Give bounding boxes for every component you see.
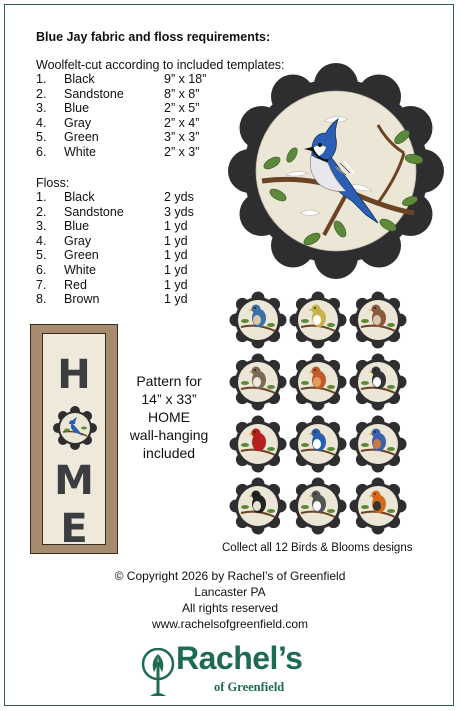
home-wall-hanging-image — [30, 324, 118, 554]
bird-design-icon — [229, 353, 287, 411]
list-item: 8. Brown 1 yd — [36, 292, 188, 307]
blue-jay-o-icon — [53, 406, 97, 450]
logo-subtitle: of Greenfield — [214, 680, 285, 694]
bird-design-icon — [289, 477, 347, 535]
list-item: 2. Sandstone 3 yds — [36, 204, 194, 219]
copyright-text: © Copyright 2026 by Rachel’s of Greenfield — [114, 569, 346, 583]
bird-design-icon — [349, 353, 407, 411]
bird-design-icon — [229, 291, 287, 349]
list-item: 1. Black 2 yds — [36, 190, 194, 204]
list-item: 4. Gray 2” x 4” — [36, 115, 200, 130]
list-item: 5. Green 3” x 3” — [36, 130, 200, 145]
list-item: 6. White 1 yd — [36, 262, 188, 277]
bird-design-icon — [229, 415, 287, 473]
bird-design-icon — [349, 291, 407, 349]
woolfelt-heading: Woolfelt-cut according to included templates: — [36, 58, 285, 72]
home-panel — [42, 333, 106, 552]
bird-design-icon — [289, 291, 347, 349]
woolfelt-list — [36, 72, 206, 160]
floss-heading: Floss: — [36, 176, 70, 190]
collect-note: Collect all 12 Birds & Blooms designs — [222, 542, 413, 554]
blue-jay-penny-rug-image — [228, 63, 444, 279]
bird-design-icon — [229, 477, 287, 535]
page-title: Blue Jay fabric and floss requirements: — [36, 30, 271, 44]
floss-list — [36, 190, 194, 307]
list-item: 6. White 2” x 3” — [36, 144, 200, 159]
home-letter-e: E — [60, 506, 88, 552]
list-item: 1. Black 9” x 18” — [36, 72, 207, 86]
pattern-note: Pattern for 14” x 33” HOME wall-hanging included — [129, 373, 209, 461]
bird-design-icon — [289, 415, 347, 473]
list-item: 2. Sandstone 8” x 8” — [36, 86, 200, 101]
list-item: 3. Blue 1 yd — [36, 219, 188, 234]
home-letter-h: H — [57, 352, 91, 398]
bird-design-icon — [289, 353, 347, 411]
list-item: 5. Green 1 yd — [36, 248, 188, 263]
list-item: 3. Blue 2” x 5” — [36, 101, 200, 116]
bird-design-icon — [349, 415, 407, 473]
bird-design-icon — [349, 477, 407, 535]
location-text: Lancaster PA — [194, 585, 266, 599]
website-link[interactable]: www.rachelsofgreenfield.com — [151, 617, 309, 631]
rights-text: All rights reserved — [181, 601, 279, 615]
logo-name: Rachel’s — [176, 640, 303, 676]
list-item: 4. Gray 1 yd — [36, 233, 188, 248]
list-item: 7. Red 1 yd — [36, 277, 188, 292]
home-letter-m: M — [54, 458, 94, 504]
tree-logo-icon — [140, 648, 176, 698]
